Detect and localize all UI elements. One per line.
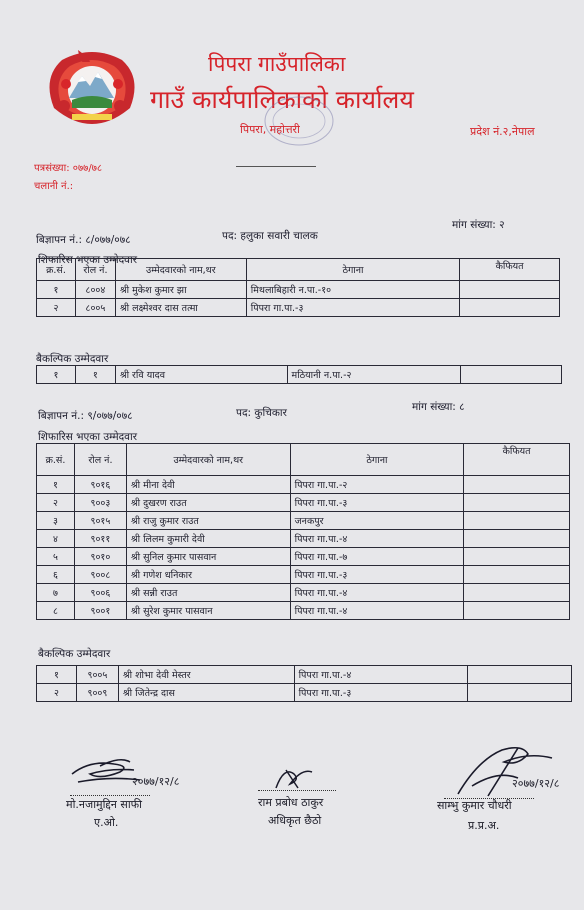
- letter-number: पत्रसंख्या: ०७७/७८: [34, 163, 103, 174]
- ad-number-1: बिज्ञापन नं.: ८/०७७/०७८: [36, 234, 131, 246]
- column-header: क्र.सं.: [37, 259, 76, 281]
- table-cell: ७: [37, 584, 75, 602]
- table-row: [37, 566, 570, 584]
- ad-number-2: बिज्ञापन नं.: ९/०७७/०७८: [38, 410, 133, 422]
- table-cell: श्री शोभा देवी मेस्तर: [118, 666, 294, 684]
- signature-1-title: ए.ओ.: [94, 816, 119, 829]
- table-cell: [464, 584, 570, 602]
- signature-3-date: २०७७/१२/८: [512, 777, 560, 790]
- table-row: १ ८००४ श्री मुकेश कुमार झा मिथलाबिहारी न.पा.-१०: [37, 281, 560, 299]
- table-cell: [468, 684, 572, 702]
- office-title: गाउँ कार्यपालिकाको कार्यालय: [150, 85, 414, 114]
- table-header-row: [37, 259, 560, 281]
- column-header: रोल नं.: [74, 444, 126, 476]
- table-cell: [464, 602, 570, 620]
- column-header: कैफियत: [464, 444, 570, 476]
- table-cell: पिपरा गा.पा.-४: [294, 666, 468, 684]
- signature-3-title: प्र.प्र.अ.: [468, 819, 500, 832]
- table-cell: पिपरा गा.पा.-७: [290, 548, 464, 566]
- table-cell: ९००१: [74, 602, 126, 620]
- table-row: [37, 684, 572, 702]
- table-cell: २: [37, 494, 75, 512]
- table-row: [37, 476, 570, 494]
- place-name: पिपरा, महोत्तरी: [240, 123, 300, 136]
- dispatch-number: चलानी नं.:: [34, 181, 74, 192]
- table-cell: ५: [37, 548, 75, 566]
- alternate-label-2: बैकल्पिक उम्मेदवार: [38, 648, 111, 660]
- table-cell: पिपरा गा.पा.-४: [290, 530, 464, 548]
- table-cell: पिपरा गा.पा.-४: [290, 584, 464, 602]
- table-cell: [464, 548, 570, 566]
- table-cell: ९००८: [74, 566, 126, 584]
- table-cell: श्री जितेन्द्र दास: [118, 684, 294, 702]
- table-cell: श्री राजु कुमार राउत: [126, 512, 290, 530]
- table-row: [37, 584, 570, 602]
- table-cell: पिपरा गा.पा.-२: [290, 476, 464, 494]
- org-title: पिपरा गाउँपालिका: [208, 52, 346, 76]
- table-cell: श्री मीना देवी: [126, 476, 290, 494]
- table-cell: [464, 512, 570, 530]
- table-cell: २: [37, 684, 77, 702]
- recommended-label-2: शिफारिस भएका उम्मेदवार: [38, 431, 138, 443]
- table-cell: ६: [37, 566, 75, 584]
- table-cell: श्री दुखरण राउत: [126, 494, 290, 512]
- column-header: कैफियत: [460, 259, 560, 281]
- table-cell: जनकपुर: [290, 512, 464, 530]
- table-cell: ४: [37, 530, 75, 548]
- table-cell: १: [37, 666, 77, 684]
- table-cell: [464, 566, 570, 584]
- table-cell: पिपरा गा.पा.-३: [290, 494, 464, 512]
- column-header: ठेगाना: [246, 259, 459, 281]
- signature-1-date: २०७७/१२/८: [132, 775, 180, 788]
- recommended-table-2: [36, 443, 570, 620]
- table-cell: ९००३: [74, 494, 126, 512]
- post-2: पद: कुचिकार: [236, 407, 287, 419]
- signature-2-title: अधिकृत छैठो: [268, 814, 322, 827]
- column-header: उम्मेदवारको नाम,थर: [126, 444, 290, 476]
- column-header: रोल नं.: [75, 259, 115, 281]
- province-name: प्रदेश नं.२,नेपाल: [470, 125, 535, 138]
- table-row: [37, 530, 570, 548]
- table-header-row: [37, 444, 570, 476]
- demand-count-1: मांग संख्या: २: [452, 219, 505, 231]
- table-cell: पिपरा गा.पा.-३: [290, 566, 464, 584]
- table-cell: [468, 666, 572, 684]
- alternate-table-2: [36, 665, 572, 702]
- table-cell: श्री सुनिल कुमार पासवान: [126, 548, 290, 566]
- demand-count-2: मांग संख्या: ८: [412, 401, 465, 413]
- table-row: [37, 602, 570, 620]
- table-cell: [464, 476, 570, 494]
- table-cell: ९०१५: [74, 512, 126, 530]
- alternate-table-1: [36, 365, 562, 384]
- table-cell: श्री सन्नी राउत: [126, 584, 290, 602]
- table-cell: ९००५: [76, 666, 118, 684]
- table-cell: पिपरा गा.पा.-४: [290, 602, 464, 620]
- signature-1-name: मो.नजामुद्दिन साफी: [66, 798, 143, 811]
- post-1: पद: हलुका सवारी चालक: [222, 230, 318, 242]
- table-row: [37, 512, 570, 530]
- table-cell: ९००९: [76, 684, 118, 702]
- table-cell: ९०१०: [74, 548, 126, 566]
- table-row: [37, 548, 570, 566]
- column-header: उम्मेदवारको नाम,थर: [115, 259, 246, 281]
- table-cell: १: [37, 476, 75, 494]
- table-cell: श्री सुरेश कुमार पासवान: [126, 602, 290, 620]
- alternate-label-1: बैकल्पिक उम्मेदवार: [36, 353, 109, 365]
- table-cell: श्री लिलम कुमारी देवी: [126, 530, 290, 548]
- signature-3-icon: [448, 740, 558, 800]
- table-cell: ८: [37, 602, 75, 620]
- column-header: क्र.सं.: [37, 444, 75, 476]
- table-row: [37, 494, 570, 512]
- signature-2-name: राम प्रबोध ठाकुर: [258, 796, 324, 809]
- table-row: [37, 666, 572, 684]
- office-stamp-icon: [262, 94, 336, 148]
- table-row: १ १ श्री रवि यादव मठियानी न.पा.-२: [37, 366, 562, 384]
- recommended-label-1: शिफारिस भएका उम्मेदवार: [38, 254, 138, 266]
- table-cell: ३: [37, 512, 75, 530]
- table-cell: ९०१६: [74, 476, 126, 494]
- column-header: ठेगाना: [290, 444, 464, 476]
- recommended-table-1: [36, 258, 560, 317]
- table-cell: [464, 494, 570, 512]
- table-cell: श्री गणेश धनिकार: [126, 566, 290, 584]
- table-cell: पिपरा गा.पा.-३: [294, 684, 468, 702]
- table-cell: ९०११: [74, 530, 126, 548]
- table-cell: ९००६: [74, 584, 126, 602]
- signature-3-name: साम्भु कुमार चौधरी: [437, 799, 512, 812]
- table-cell: [464, 530, 570, 548]
- table-row: २ ८००५ श्री लक्ष्मेश्वर दास तत्मा पिपरा गा.पा.-३: [37, 299, 560, 317]
- nepal-emblem-icon: [42, 48, 142, 140]
